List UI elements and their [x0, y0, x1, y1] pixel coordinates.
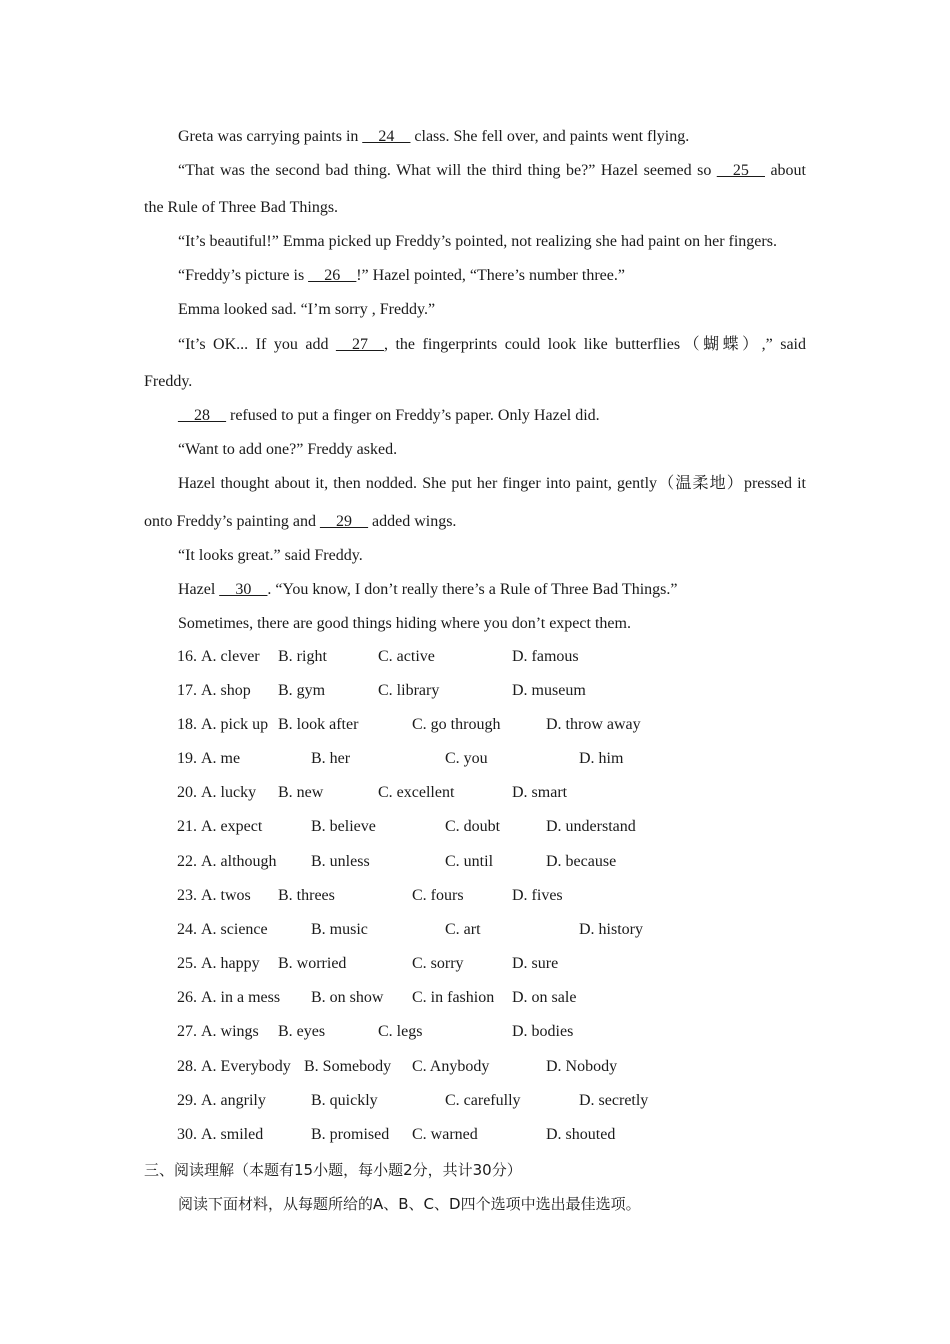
- option-d: D. bodies: [512, 1023, 574, 1040]
- question-number: 30.: [177, 1126, 197, 1143]
- option-c: C. you: [445, 750, 488, 767]
- passage-line: __28__ refused to put a finger on Freddy’s paper. Only Hazel did.: [178, 407, 600, 424]
- option-c: C. in fashion: [412, 989, 495, 1006]
- option-b: B. quickly: [311, 1092, 378, 1109]
- question-row: [0, 921, 950, 941]
- option-a: A. shop: [201, 682, 251, 699]
- option-d: D. smart: [512, 784, 568, 801]
- question-number: 27.: [177, 1023, 197, 1040]
- option-d: D. sure: [512, 955, 559, 972]
- question-row: [0, 648, 950, 668]
- option-a: A. in a mess: [201, 989, 281, 1006]
- question-row: [0, 682, 950, 702]
- passage-line: Freddy.: [144, 373, 193, 390]
- question-number: 26.: [177, 989, 197, 1006]
- question-row: [0, 750, 950, 770]
- passage-line: Greta was carrying paints in __24__ class. She fell over, and paints went flying.: [178, 128, 690, 145]
- option-a: A. smiled: [201, 1126, 264, 1143]
- question-number: 21.: [177, 818, 197, 835]
- option-b: B. her: [311, 750, 351, 767]
- question-number: 18.: [177, 716, 197, 733]
- option-d: D. fives: [512, 887, 563, 904]
- option-d: D. famous: [512, 648, 579, 665]
- question-row: [0, 1092, 950, 1112]
- option-c: C. until: [445, 853, 494, 870]
- passage-line: Emma looked sad. “I’m sorry , Freddy.”: [178, 301, 436, 318]
- option-d: D. secretly: [579, 1092, 649, 1109]
- option-c: C. art: [445, 921, 481, 938]
- option-c: C. warned: [412, 1126, 478, 1143]
- option-b: B. on show: [311, 989, 384, 1006]
- option-b: B. gym: [278, 682, 326, 699]
- blank-25: __25__: [716, 162, 765, 179]
- option-c: C. excellent: [378, 784, 455, 801]
- option-b: B. promised: [311, 1126, 390, 1143]
- passage-line: Hazel __30__. “You know, I don’t really there’s a Rule of Three Bad Things.”: [178, 581, 678, 598]
- option-d: D. understand: [546, 818, 636, 835]
- blank-24: __24__: [362, 128, 411, 145]
- passage-line: “It looks great.” said Freddy.: [178, 547, 363, 564]
- option-d: D. museum: [512, 682, 586, 699]
- option-c: C. active: [378, 648, 435, 665]
- blank-28: __28__: [178, 407, 226, 424]
- option-a: A. twos: [201, 887, 251, 904]
- question-row: [0, 1023, 950, 1043]
- option-b: B. threes: [278, 887, 335, 904]
- question-row: [0, 853, 950, 873]
- option-b: B. worried: [278, 955, 347, 972]
- option-a: A. lucky: [201, 784, 257, 801]
- question-number: 28.: [177, 1058, 197, 1075]
- passage-line: “It’s OK... If you add __27__, the fingerprints could look like butterflies（蝴蝶）,” said: [178, 336, 806, 353]
- option-c: C. sorry: [412, 955, 464, 972]
- option-b: B. believe: [311, 818, 376, 835]
- question-number: 23.: [177, 887, 197, 904]
- question-row: [0, 1126, 950, 1146]
- question-row: [0, 887, 950, 907]
- option-a: A. science: [201, 921, 268, 938]
- option-b: B. look after: [278, 716, 359, 733]
- option-c: C. legs: [378, 1023, 423, 1040]
- section-instruction: 阅读下面材料，从每题所给的A、B、C、D四个选项中选出最佳选项。: [178, 1195, 641, 1213]
- blank-27: __27__: [335, 336, 384, 353]
- option-b: B. music: [311, 921, 368, 938]
- option-a: A. expect: [201, 818, 263, 835]
- question-row: [0, 955, 950, 975]
- section-heading: 三、阅读理解（本题有15小题，每小题2分，共计30分）: [144, 1161, 522, 1179]
- option-c: C. carefully: [445, 1092, 521, 1109]
- option-b: B. right: [278, 648, 327, 665]
- option-d: D. him: [579, 750, 624, 767]
- option-a: A. angrily: [201, 1092, 266, 1109]
- question-row: [0, 784, 950, 804]
- question-number: 17.: [177, 682, 197, 699]
- question-row: [0, 989, 950, 1009]
- question-number: 25.: [177, 955, 197, 972]
- passage-line: the Rule of Three Bad Things.: [144, 199, 339, 216]
- question-row: [0, 1058, 950, 1078]
- passage-line: “Freddy’s picture is __26__!” Hazel pointed, “There’s number three.”: [178, 267, 625, 284]
- option-c: C. go through: [412, 716, 501, 733]
- passage-line: Sometimes, there are good things hiding where you don’t expect them.: [178, 615, 631, 632]
- option-d: D. history: [579, 921, 643, 938]
- option-b: B. Somebody: [304, 1058, 392, 1075]
- option-d: D. because: [546, 853, 617, 870]
- option-c: C. library: [378, 682, 440, 699]
- blank-26: __26__: [308, 267, 357, 284]
- blank-30: __30__: [219, 581, 268, 598]
- option-b: B. new: [278, 784, 324, 801]
- option-a: A. happy: [201, 955, 260, 972]
- question-row: [0, 716, 950, 736]
- option-a: A. pick up: [201, 716, 269, 733]
- blank-29: __29__: [319, 513, 368, 530]
- question-number: 24.: [177, 921, 197, 938]
- question-row: [0, 818, 950, 838]
- option-c: C. doubt: [445, 818, 501, 835]
- option-d: D. Nobody: [546, 1058, 618, 1075]
- option-a: A. clever: [201, 648, 260, 665]
- passage-line: “Want to add one?” Freddy asked.: [178, 441, 398, 458]
- option-c: C. fours: [412, 887, 464, 904]
- question-number: 16.: [177, 648, 197, 665]
- option-a: A. me: [201, 750, 241, 767]
- passage-line: “It’s beautiful!” Emma picked up Freddy’s pointed, not realizing she had paint on her fingers.: [178, 233, 777, 250]
- passage-line: Hazel thought about it, then nodded. She put her finger into paint, gently（温柔地）pressed it: [178, 475, 806, 492]
- option-b: B. eyes: [278, 1023, 326, 1040]
- passage-line: onto Freddy’s painting and __29__ added wings.: [144, 513, 457, 530]
- option-a: A. although: [201, 853, 277, 870]
- option-d: D. shouted: [546, 1126, 616, 1143]
- option-a: A. wings: [201, 1023, 259, 1040]
- question-number: 20.: [177, 784, 197, 801]
- option-c: C. Anybody: [412, 1058, 490, 1075]
- question-number: 29.: [177, 1092, 197, 1109]
- question-number: 19.: [177, 750, 197, 767]
- option-a: A. Everybody: [201, 1058, 291, 1075]
- option-d: D. throw away: [546, 716, 641, 733]
- passage-line: “That was the second bad thing. What will the third thing be?” Hazel seemed so __25__ about: [178, 162, 806, 179]
- question-number: 22.: [177, 853, 197, 870]
- option-d: D. on sale: [512, 989, 577, 1006]
- option-b: B. unless: [311, 853, 370, 870]
